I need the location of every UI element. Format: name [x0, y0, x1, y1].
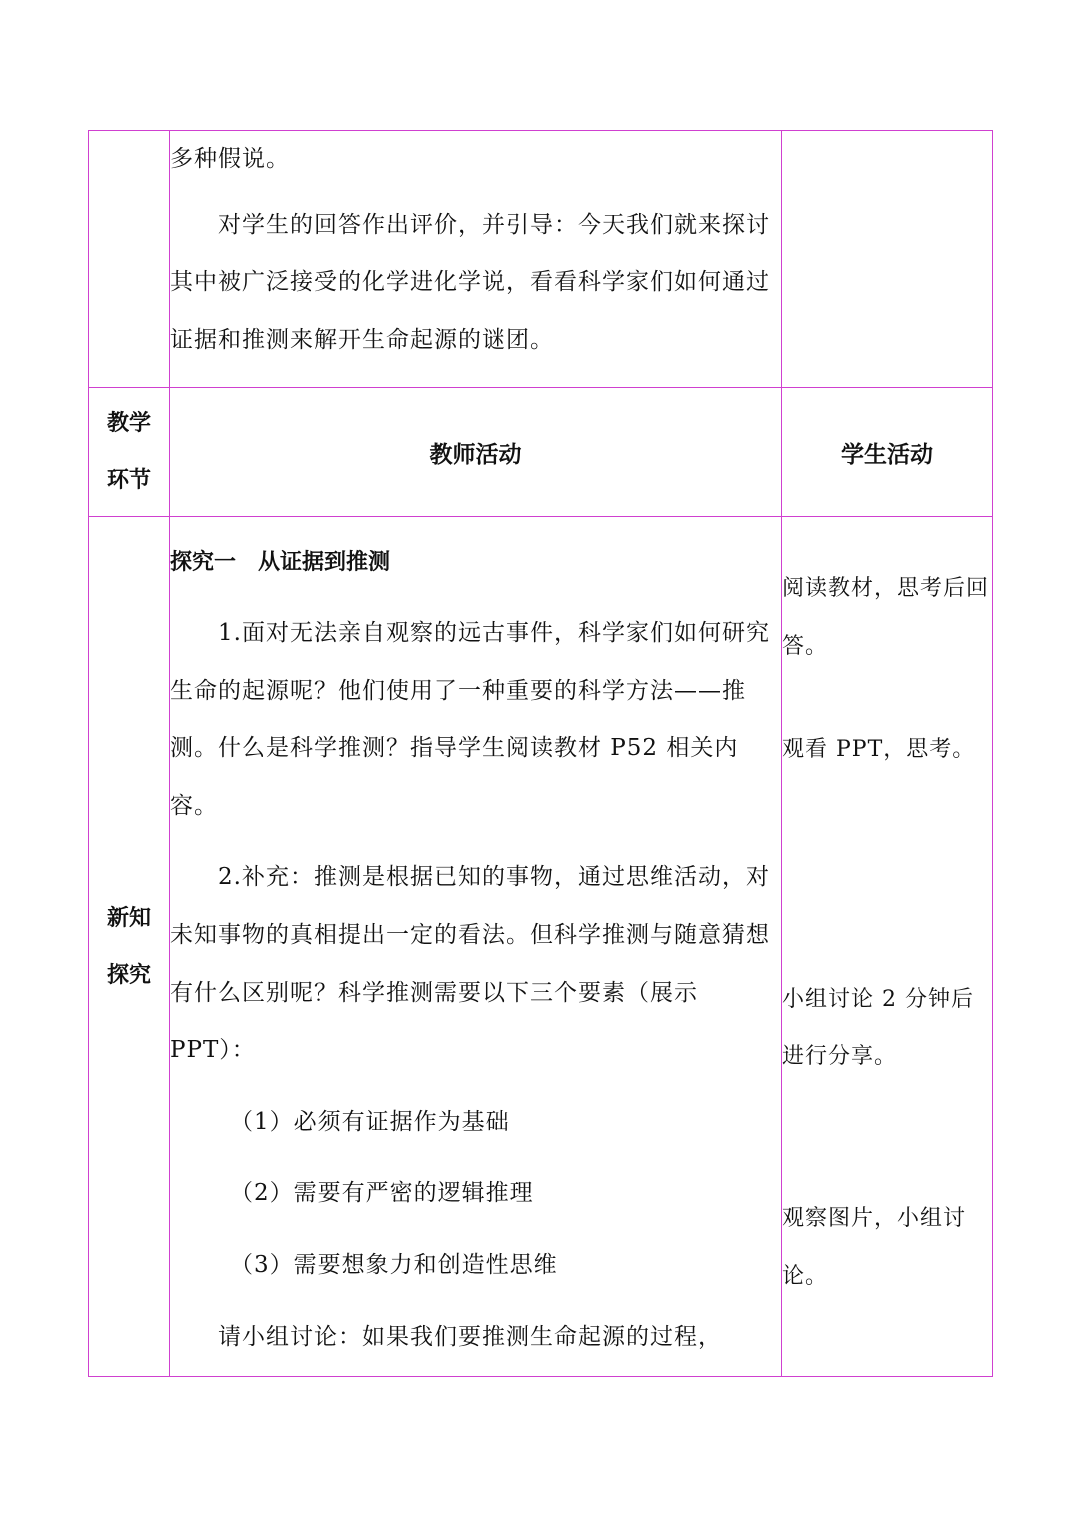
stage-cell-empty [89, 131, 170, 388]
lesson-plan-table [88, 130, 993, 1377]
header-stage-label: 教学环节 [106, 411, 151, 493]
teacher-paragraph-3: 请小组讨论：如果我们要推测生命起源的过程， [218, 1323, 722, 1350]
teacher-paragraph-2: 2.补充：推测是根据已知的事物，通过思维活动，对未知事物的真相提出一定的看法。但科学推测与随意猜想有什么区别呢？科学推测需要以下三个要素（展示 PPT）： [170, 864, 770, 1064]
stage-label: 新知探究 [106, 905, 151, 988]
teacher-paragraph: 对学生的回答作出评价，并引导：今天我们就来探讨其中被广泛接受的化学进化学说，看看科学家们如何通过证据和推测来解开生命起源的谜团。 [170, 211, 770, 353]
student-cell-intro [782, 131, 993, 388]
requirement-item-3: （3）需要想象力和创造性思维 [230, 1251, 558, 1278]
teacher-cell-new-knowledge [170, 517, 782, 1377]
teacher-paragraph-1: 1.面对无法亲自观察的远古事件，科学家们如何研究生命的起源呢？他们使用了一种重要的科学方法——推测。什么是科学推测？指导学生阅读教材 P52 相关内容。 [170, 620, 770, 819]
header-stage [89, 388, 170, 517]
teacher-text: 多种假说。 [170, 146, 290, 172]
requirement-item-2: （2）需要有严密的逻辑推理 [230, 1180, 534, 1207]
student-activity-4: 观察图片，小组讨论。 [782, 1205, 967, 1289]
student-activity-3: 小组讨论 2 分钟后进行分享。 [782, 986, 974, 1070]
student-activity-1: 阅读教材，思考后回答。 [782, 576, 990, 659]
table-row-header [89, 388, 993, 517]
header-teacher: 教师活动 [170, 388, 782, 517]
student-cell-new-knowledge [782, 517, 993, 1377]
table-row-new-knowledge [89, 517, 993, 1377]
teacher-cell-intro [170, 131, 782, 388]
student-activity-2: 观看 PPT，思考。 [782, 737, 976, 763]
requirement-item-1: （1）必须有证据作为基础 [230, 1108, 510, 1135]
table-row-intro [89, 131, 993, 388]
header-student: 学生活动 [782, 388, 993, 517]
section-subtitle: 探究一 从证据到推测 [170, 550, 391, 575]
stage-cell-new-knowledge [89, 517, 170, 1377]
